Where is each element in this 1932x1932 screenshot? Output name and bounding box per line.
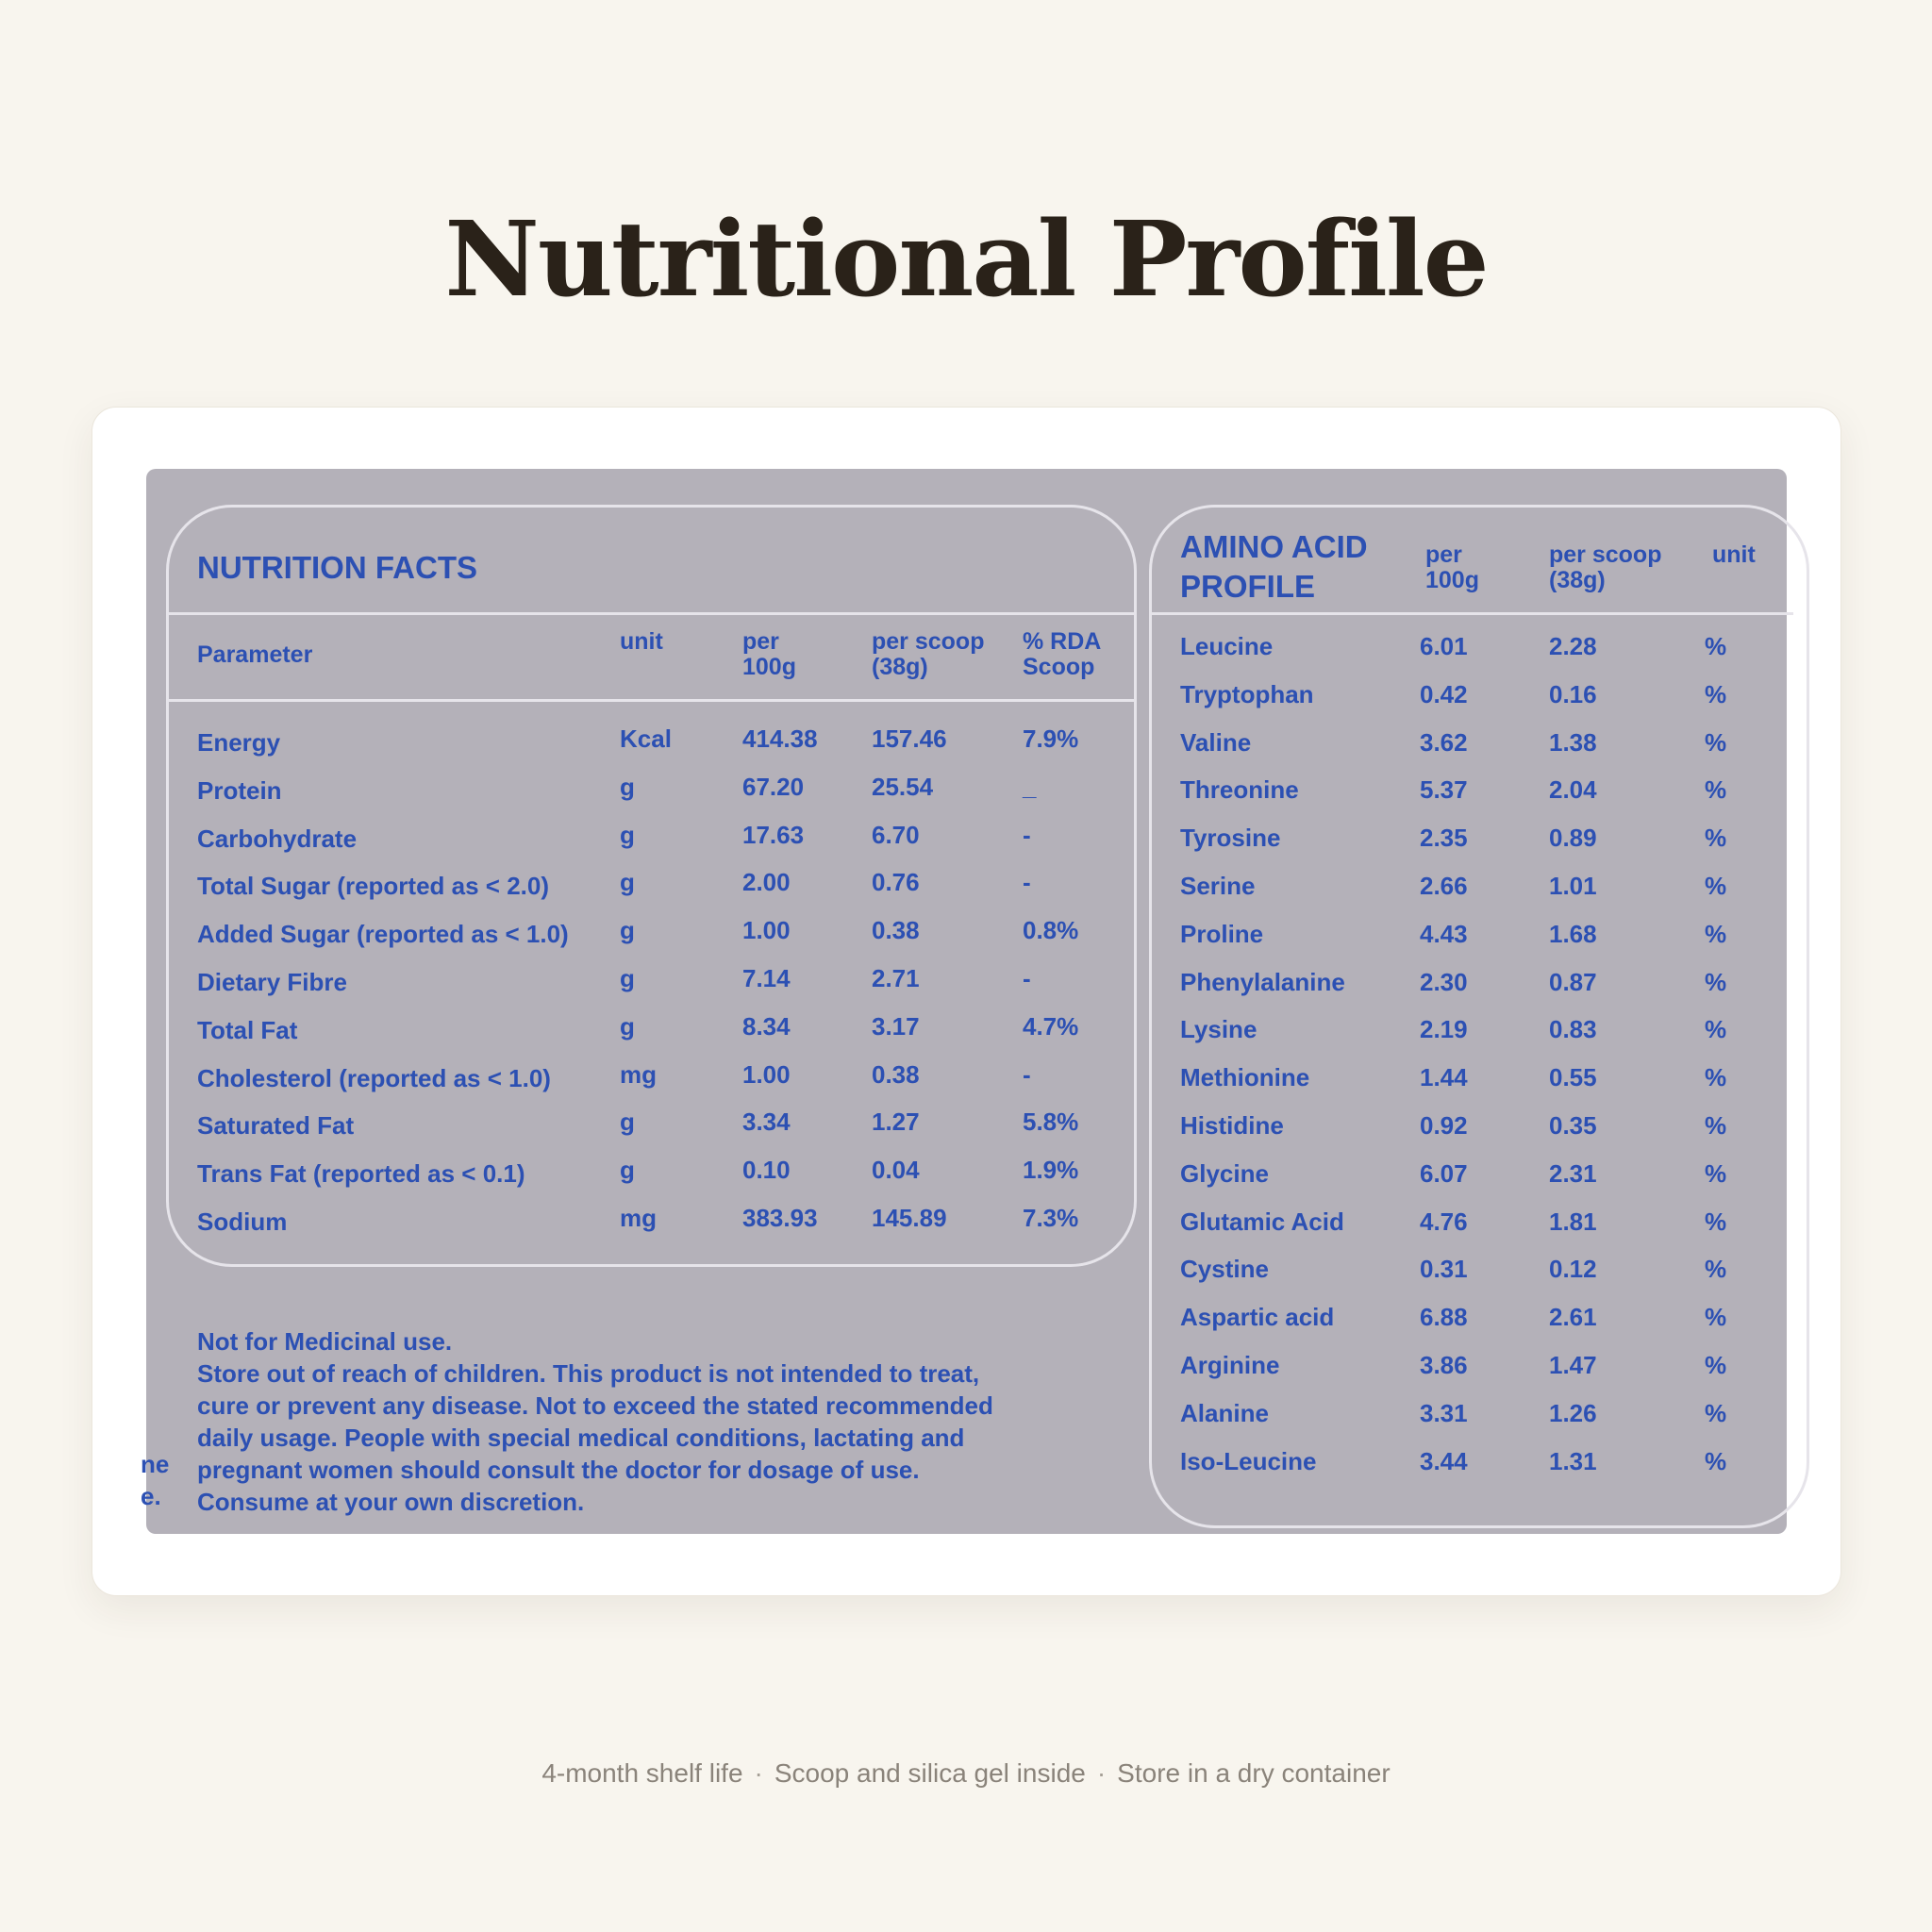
amino-per-scoop: 0.12 <box>1549 1255 1597 1284</box>
amino-name: Cystine <box>1180 1255 1269 1284</box>
nutrient-per-100g: 383.93 <box>742 1204 818 1232</box>
header-per-100g <box>742 629 796 680</box>
amino-unit: % <box>1705 919 1727 948</box>
nutrient-unit: mg <box>620 1204 657 1232</box>
nutrient-rda: - <box>1023 964 1031 992</box>
nutrient-per-100g: 8.34 <box>742 1011 791 1041</box>
amino-per-scoop: 2.61 <box>1549 1303 1597 1332</box>
nutrient-rda: 7.9% <box>1023 724 1079 753</box>
amino-name: Threonine <box>1180 775 1299 805</box>
amino-per-100g: 2.66 <box>1420 872 1468 900</box>
amino-header-unit: unit <box>1712 541 1756 568</box>
nutrient-per-100g: 1.00 <box>742 1059 791 1089</box>
amino-per-scoop: 2.31 <box>1549 1158 1597 1188</box>
nutrient-per-scoop: 157.46 <box>872 724 947 753</box>
footer-separator: · <box>754 1758 763 1788</box>
amino-per-100g: 6.07 <box>1420 1158 1468 1188</box>
amino-per-scoop: 2.04 <box>1549 775 1597 805</box>
amino-name: Arginine <box>1180 1351 1280 1379</box>
amino-unit: % <box>1705 727 1727 757</box>
nutrient-name: Sodium <box>197 1208 288 1236</box>
amino-per-100g: 4.76 <box>1420 1207 1468 1236</box>
amino-header-per-100g-line2: 100g <box>1425 567 1479 593</box>
amino-per-scoop: 0.16 <box>1549 679 1597 708</box>
cropped-text-fragment: e. <box>141 1482 161 1510</box>
nutrient-name: Trans Fat (reported as < 0.1) <box>197 1159 525 1189</box>
footer-separator: · <box>1096 1758 1107 1788</box>
amino-unit: % <box>1705 1158 1727 1188</box>
nutrient-rda: 5.8% <box>1023 1108 1079 1137</box>
amino-per-scoop: 0.83 <box>1549 1015 1597 1044</box>
disclaimer <box>197 1325 1008 1518</box>
amino-per-scoop: 1.81 <box>1549 1207 1597 1236</box>
cropped-text-fragment: ne <box>141 1450 170 1478</box>
amino-name: Tyrosine <box>1180 824 1281 853</box>
amino-per-100g: 5.37 <box>1420 775 1468 805</box>
amino-per-scoop: 1.38 <box>1549 727 1597 757</box>
nutrient-per-100g: 3.34 <box>742 1108 791 1137</box>
amino-per-100g: 0.31 <box>1420 1255 1468 1284</box>
nutrient-name: Protein <box>197 775 282 805</box>
nutrient-per-100g: 414.38 <box>742 724 818 753</box>
amino-name: Serine <box>1180 872 1256 900</box>
nutrient-rda: - <box>1023 868 1031 897</box>
nutrition-title-divider <box>169 612 1134 615</box>
amino-unit: % <box>1705 824 1727 853</box>
footer-item: Scoop and silica gel inside <box>774 1758 1086 1788</box>
nutrient-per-100g: 7.14 <box>742 964 791 992</box>
amino-per-scoop: 0.35 <box>1549 1111 1597 1140</box>
amino-unit: % <box>1705 1207 1727 1236</box>
nutrient-per-scoop: 0.76 <box>872 868 920 897</box>
header-rda-line1: % RDA <box>1023 628 1102 655</box>
amino-name: Valine <box>1180 727 1252 757</box>
nutrient-per-scoop: 6.70 <box>872 820 920 849</box>
nutrient-unit: g <box>620 964 635 992</box>
amino-unit: % <box>1705 1255 1727 1284</box>
amino-name: Proline <box>1180 919 1264 948</box>
amino-per-100g: 0.42 <box>1420 679 1468 708</box>
amino-unit: % <box>1705 1063 1727 1092</box>
header-rda-line2: Scoop <box>1023 654 1095 680</box>
amino-per-scoop: 0.89 <box>1549 824 1597 853</box>
nutrient-rda: _ <box>1023 772 1037 801</box>
nutrient-unit: Kcal <box>620 724 672 753</box>
nutrient-name: Total Fat <box>197 1015 298 1044</box>
nutrient-rda: - <box>1023 1059 1031 1089</box>
amino-per-scoop: 2.28 <box>1549 632 1597 660</box>
nutrient-per-100g: 17.63 <box>742 820 805 849</box>
nutrient-per-scoop: 0.38 <box>872 916 920 945</box>
amino-per-100g: 1.44 <box>1420 1063 1468 1092</box>
amino-per-100g: 6.01 <box>1420 632 1468 660</box>
amino-name: Glycine <box>1180 1158 1269 1188</box>
nutrient-rda: 1.9% <box>1023 1156 1079 1185</box>
disclaimer-title: Not for Medicinal use. <box>197 1327 453 1356</box>
amino-per-100g: 6.88 <box>1420 1303 1468 1332</box>
amino-header-divider <box>1152 612 1793 615</box>
amino-per-100g: 3.86 <box>1420 1351 1468 1379</box>
nutrient-per-scoop: 1.27 <box>872 1108 920 1137</box>
amino-per-scoop: 1.31 <box>1549 1446 1597 1475</box>
nutrient-rda: 4.7% <box>1023 1011 1079 1041</box>
amino-unit: % <box>1705 1446 1727 1475</box>
header-per-100g-line2: 100g <box>742 654 796 680</box>
nutrient-per-scoop: 0.38 <box>872 1059 920 1089</box>
nutrient-per-100g: 2.00 <box>742 868 791 897</box>
amino-name: Alanine <box>1180 1398 1269 1427</box>
nutrient-unit: g <box>620 1011 635 1041</box>
footer-features <box>0 1757 1932 1790</box>
amino-header-per-100g-line1: per <box>1425 541 1462 568</box>
nutrient-unit: g <box>620 1108 635 1137</box>
amino-per-100g: 3.31 <box>1420 1398 1468 1427</box>
amino-name: Tryptophan <box>1180 679 1314 708</box>
page-title: Nutritional Profile <box>444 198 1488 320</box>
amino-per-100g: 3.62 <box>1420 727 1468 757</box>
nutrient-name: Energy <box>197 728 281 757</box>
nutrient-unit: g <box>620 772 635 801</box>
amino-header-per-scoop <box>1549 542 1661 593</box>
nutrient-per-100g: 1.00 <box>742 916 791 945</box>
amino-title-line1: AMINO ACID <box>1180 529 1368 564</box>
amino-name: Histidine <box>1180 1111 1284 1140</box>
header-per-scoop <box>872 629 984 680</box>
amino-unit: % <box>1705 632 1727 660</box>
nutrient-per-scoop: 3.17 <box>872 1011 920 1041</box>
header-parameter: Parameter <box>197 641 313 668</box>
nutrient-per-scoop: 2.71 <box>872 964 920 992</box>
amino-per-scoop: 1.26 <box>1549 1398 1597 1427</box>
footer-item: 4-month shelf life <box>541 1758 743 1788</box>
nutrient-unit: g <box>620 868 635 897</box>
footer-item: Store in a dry container <box>1117 1758 1391 1788</box>
header-unit: unit <box>620 628 663 655</box>
amino-per-100g: 0.92 <box>1420 1111 1468 1140</box>
amino-per-scoop: 1.47 <box>1549 1351 1597 1379</box>
nutrient-rda: - <box>1023 820 1031 849</box>
amino-unit: % <box>1705 1015 1727 1044</box>
nutrient-per-scoop: 145.89 <box>872 1204 947 1232</box>
nutrient-unit: g <box>620 916 635 945</box>
nutrient-rda: 7.3% <box>1023 1204 1079 1232</box>
amino-per-scoop: 0.87 <box>1549 967 1597 996</box>
nutrient-unit: mg <box>620 1059 657 1089</box>
amino-per-100g: 4.43 <box>1420 919 1468 948</box>
amino-name: Methionine <box>1180 1063 1310 1092</box>
amino-name: Glutamic Acid <box>1180 1207 1344 1236</box>
amino-unit: % <box>1705 1303 1727 1332</box>
nutrient-unit: g <box>620 1156 635 1185</box>
amino-unit: % <box>1705 1398 1727 1427</box>
header-per-scoop-line1: per scoop <box>872 628 985 655</box>
amino-per-100g: 3.44 <box>1420 1446 1468 1475</box>
amino-name: Phenylalanine <box>1180 967 1345 996</box>
amino-acid-title <box>1180 527 1368 607</box>
disclaimer-body: Store out of reach of children. This product is not intended to treat, cure or prevent any disease. Not to exceed the stated recommended daily usage. People with special medical conditions, lactating and pregnant women should consult the doctor for dosage of use. Consume at your own discretion. <box>197 1359 993 1516</box>
amino-header-per-scoop-line2: (38g) <box>1549 567 1606 593</box>
nutrition-header-divider <box>169 699 1134 702</box>
nutrient-per-scoop: 0.04 <box>872 1156 920 1185</box>
amino-name: Iso-Leucine <box>1180 1446 1317 1475</box>
nutrient-name: Added Sugar (reported as < 1.0) <box>197 920 569 949</box>
nutrition-facts-title: NUTRITION FACTS <box>197 550 477 585</box>
nutrition-card <box>92 407 1841 1596</box>
nutrition-label-photo <box>141 469 1787 1534</box>
amino-per-scoop: 0.55 <box>1549 1063 1597 1092</box>
nutrient-name: Total Sugar (reported as < 2.0) <box>197 872 550 901</box>
nutrient-per-scoop: 25.54 <box>872 772 934 801</box>
nutrient-name: Dietary Fibre <box>197 968 347 996</box>
nutrient-name: Cholesterol (reported as < 1.0) <box>197 1063 551 1092</box>
amino-name: Lysine <box>1180 1015 1257 1044</box>
amino-per-100g: 2.35 <box>1420 824 1468 853</box>
nutrient-name: Saturated Fat <box>197 1111 355 1141</box>
amino-unit: % <box>1705 872 1727 900</box>
amino-per-scoop: 1.68 <box>1549 919 1597 948</box>
nutrient-per-100g: 67.20 <box>742 772 805 801</box>
amino-unit: % <box>1705 679 1727 708</box>
amino-per-100g: 2.30 <box>1420 967 1468 996</box>
nutrient-unit: g <box>620 820 635 849</box>
amino-unit: % <box>1705 1111 1727 1140</box>
amino-per-100g: 2.19 <box>1420 1015 1468 1044</box>
header-rda <box>1023 629 1101 680</box>
amino-name: Aspartic acid <box>1180 1303 1335 1332</box>
nutrient-per-100g: 0.10 <box>742 1156 791 1185</box>
amino-unit: % <box>1705 1351 1727 1379</box>
amino-header-per-100g <box>1425 542 1479 593</box>
amino-unit: % <box>1705 775 1727 805</box>
amino-name: Leucine <box>1180 632 1274 660</box>
amino-per-scoop: 1.01 <box>1549 872 1597 900</box>
header-per-scoop-line2: (38g) <box>872 654 928 680</box>
amino-unit: % <box>1705 967 1727 996</box>
amino-title-line2: PROFILE <box>1180 569 1316 604</box>
nutrient-rda: 0.8% <box>1023 916 1079 945</box>
amino-header-per-scoop-line1: per scoop <box>1549 541 1662 568</box>
header-per-100g-line1: per <box>742 628 779 655</box>
nutrient-name: Carbohydrate <box>197 824 358 853</box>
